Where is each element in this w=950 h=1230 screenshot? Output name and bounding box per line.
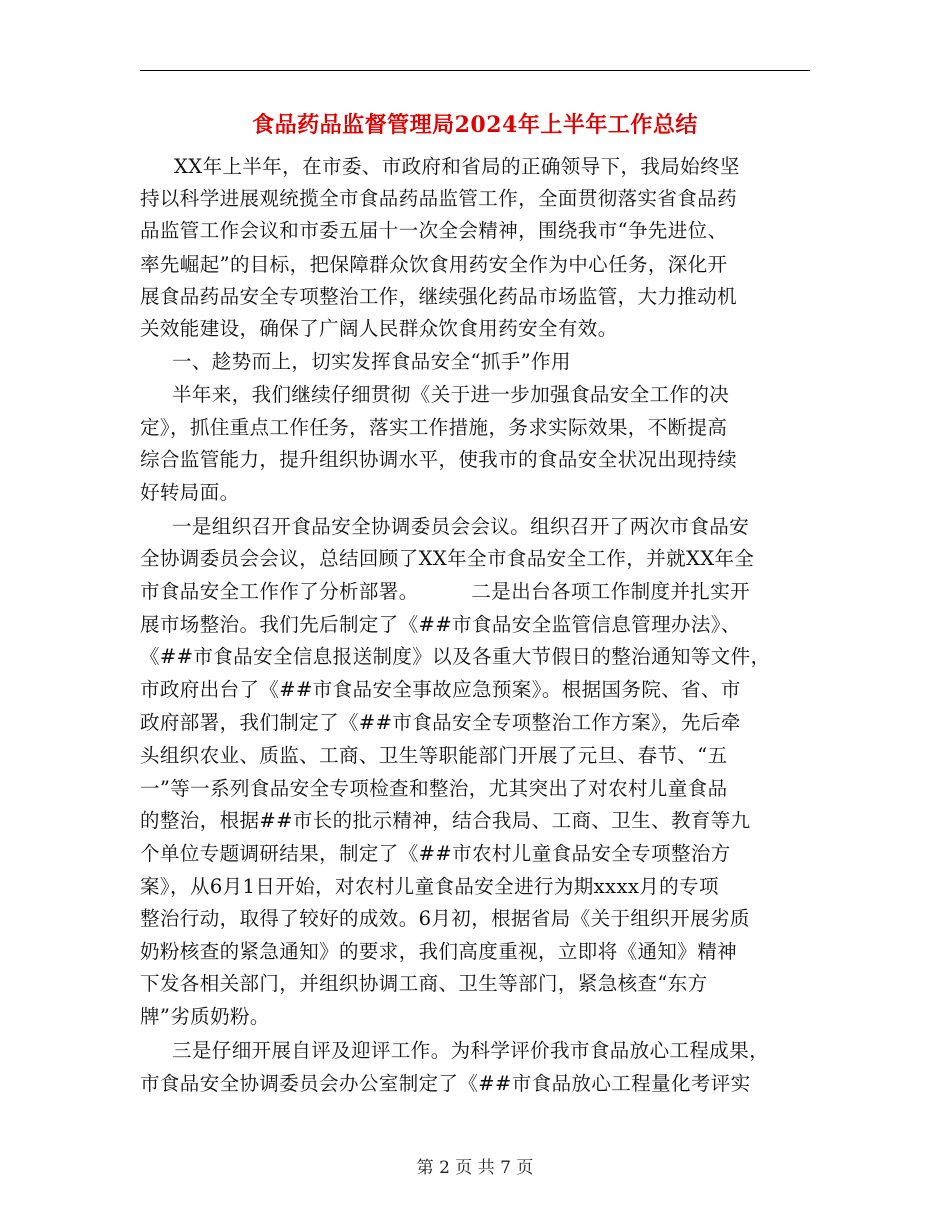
body-line: 展市场整治。我们先后制定了《##市食品安全监管信息管理办法》、 (140, 613, 741, 636)
body-line: 展食品药品安全专项整治工作，继续强化药品市场监管，大力推动机 (140, 285, 738, 308)
body-line: XX年上半年，在市委、市政府和省局的正确领导下，我局始终坚 (174, 155, 740, 178)
body-line: 奶粉核查的紧急通知》的要求，我们高度重视，立即将《通知》精神 (140, 940, 738, 963)
body-line: 头组织农业、质监、工商、卫生等职能部门开展了元旦、春节、“五 (140, 744, 728, 767)
body-line: 率先崛起”的目标，把保障群众饮食用药安全作为中心任务，深化开 (140, 253, 728, 276)
body-line: 半年来，我们继续仔细贯彻《关于进一步加强食品安全工作的决 (172, 383, 730, 406)
body-line: 三是仔细开展自评及迎评工作。为科学评价我市食品放心工程成果， (172, 1039, 770, 1062)
body-line: 市食品安全工作作了分析部署。 二是出台各项工作制度并扎实开 (140, 580, 750, 603)
body-line: 《##市食品安全信息报送制度》以及各重大节假日的整治通知等文件， (140, 645, 771, 668)
body-line: 持以科学进展观统揽全市食品药品监管工作，全面贯彻落实省食品药 (140, 187, 738, 210)
header-rule (140, 70, 810, 71)
body-line: 市政府出台了《##市食品安全事故应急预案》。根据国务院、省、市 (140, 678, 741, 701)
body-line: 关效能建设，确保了广阔人民群众饮食用药安全有效。 (140, 317, 618, 340)
document-title: 食品药品监督管理局2024年上半年工作总结 (252, 112, 698, 138)
body-line: 全协调委员会会议，总结回顾了XX年全市食品安全工作，并就XX年全 (140, 547, 755, 570)
body-line: 下发各相关部门，并组织协调工商、卫生等部门，紧急核查“东方 (140, 972, 708, 995)
body-line: 综合监管能力，提升组织协调水平，使我市的食品安全状况出现持续 (140, 448, 738, 471)
body-line: 案》，从6月1日开始，对农村儿童食品安全进行为期xxxx月的专项 (140, 875, 719, 898)
body-line: 的整治，根据##市长的批示精神，结合我局、工商、卫生、教育等九 (140, 809, 751, 832)
body-line: 定》，抓住重点工作任务，落实工作措施，务求实际效果，不断提高 (140, 416, 728, 439)
body-line: 市食品安全协调委员会办公室制定了《##市食品放心工程量化考评实 (140, 1072, 751, 1095)
body-line: 好转局面。 (140, 481, 240, 504)
page-number: 第 2 页 共 7 页 (416, 1158, 534, 1178)
section-heading: 一、趁势而上，切实发挥食品安全“抓手”作用 (172, 350, 571, 373)
body-line: 品监管工作会议和市委五届十一次全会精神，围绕我市“争先进位、 (140, 219, 728, 242)
body-line: 一”等一系列食品安全专项检查和整治，尤其突出了对农村儿童食品 (140, 777, 728, 800)
body-line: 个单位专题调研结果，制定了《##市农村儿童食品安全专项整治方 (140, 842, 731, 865)
body-line: 牌”劣质奶粉。 (140, 1005, 270, 1028)
body-line: 政府部署，我们制定了《##市食品安全专项整治工作方案》，先后牵 (140, 711, 741, 734)
body-line: 一是组织召开食品安全协调委员会会议。组织召开了两次市食品安 (172, 515, 750, 538)
body-line: 整治行动，取得了较好的成效。6月初，根据省局《关于组织开展劣质 (140, 907, 750, 930)
